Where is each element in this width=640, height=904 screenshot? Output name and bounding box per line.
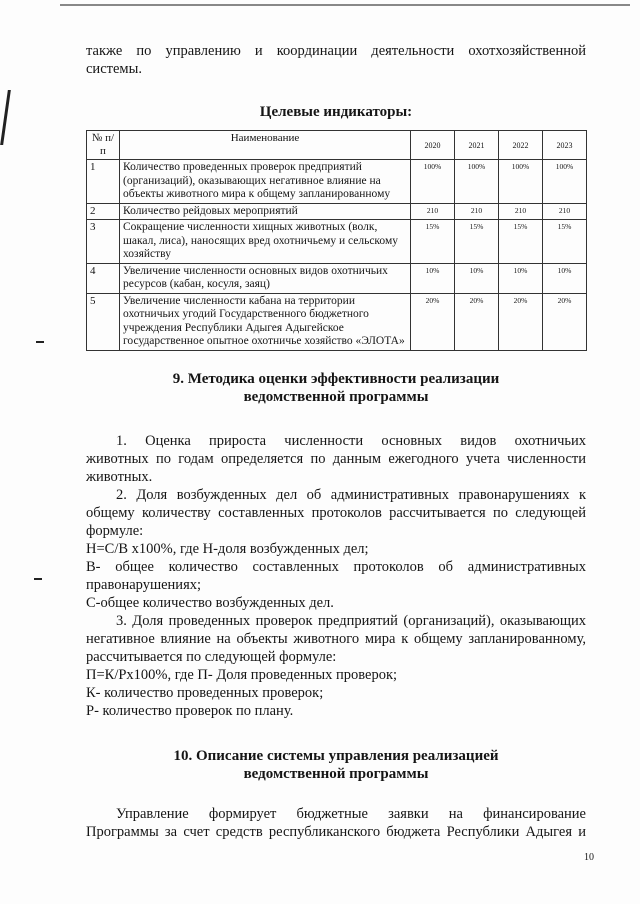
row-name: Увеличение численности кабана на территории охотничьих угодий Государственного бюджетного учреждения Республики Адыгея Адыгейское государственное опытное охотничье хозяйство «ЭЛОТА» (120, 293, 411, 350)
row-number: 5 (87, 293, 120, 350)
row-value: 10% (455, 263, 499, 293)
col-header-year: 2020 (411, 131, 455, 160)
section-9-title-line-2: ведомственной программы (243, 388, 429, 405)
table-row (87, 293, 587, 350)
definition-k: К- количество проведенных проверок; (86, 684, 324, 701)
section-10-title-line-2: ведомственной программы (243, 765, 429, 782)
definition-b: В- общее количество составленных протоколов об административных правонарушениях; (86, 558, 586, 593)
row-value: 100% (543, 160, 587, 204)
row-number: 2 (87, 203, 120, 220)
col-header-year: 2021 (455, 131, 499, 160)
row-value: 20% (499, 293, 543, 350)
row-value: 210 (499, 203, 543, 220)
table-row (87, 203, 587, 220)
row-value: 100% (455, 160, 499, 204)
formula-n: Н=С/В х100%, где Н-доля возбужденных дел; (86, 540, 369, 557)
row-value: 20% (455, 293, 499, 350)
section-9-item-1-text: животных по годам определяется по данным ежегодного учета численности животных. (86, 450, 586, 485)
table-row (87, 263, 587, 293)
scan-margin-mark (34, 578, 42, 580)
row-number: 3 (87, 220, 120, 264)
row-value: 210 (455, 203, 499, 220)
row-value: 15% (455, 220, 499, 264)
section-9-item-3-text: 3. Доля проведенных проверок предприятий (организаций), оказывающих негативное влияние на объекты животного мира к общему запланированному, рассчитывается по следующей формуле: (86, 612, 586, 665)
intro-line-2: системы. (86, 61, 142, 77)
col-header-name: Наименование (120, 131, 411, 160)
row-number: 1 (87, 160, 120, 204)
row-value: 100% (499, 160, 543, 204)
row-value: 15% (499, 220, 543, 264)
row-number: 4 (87, 263, 120, 293)
row-value: 10% (543, 263, 587, 293)
scan-margin-mark (36, 341, 44, 343)
row-value: 210 (543, 203, 587, 220)
col-header-number: № п/п (87, 131, 120, 160)
scan-edge-line (60, 4, 630, 6)
row-value: 10% (499, 263, 543, 293)
scan-margin-mark (0, 90, 11, 145)
intro-line-1: также по управлению и координации деятельности охотхозяйственной (86, 43, 586, 59)
row-value: 20% (411, 293, 455, 350)
row-value: 100% (411, 160, 455, 204)
col-header-year: 2023 (543, 131, 587, 160)
table-row (87, 160, 587, 204)
section-9-item-2-text: 2. Доля возбужденных дел об административных правонарушениях к общему количеству составленных протоколов рассчитывается по следующей формуле: (86, 486, 586, 539)
indicators-table (86, 130, 587, 351)
row-name: Количество проведенных проверок предприятий (организаций), оказывающих негативное влияние на объекты животного мира к общему запланированному (120, 160, 411, 204)
col-header-year: 2022 (499, 131, 543, 160)
definition-c: С-общее количество возбужденных дел. (86, 594, 334, 611)
section-10-second-line: Программы за счет средств республиканского бюджета Республики Адыгея и (86, 823, 586, 840)
row-name: Количество рейдовых мероприятий (120, 203, 411, 220)
row-value: 20% (543, 293, 587, 350)
row-value: 15% (543, 220, 587, 264)
indicators-title: Целевые индикаторы: (259, 104, 413, 120)
row-value: 210 (411, 203, 455, 220)
document-page (86, 42, 586, 841)
table-row (87, 220, 587, 264)
section-10-title-line-1: 10. Описание системы управления реализацией (173, 747, 499, 764)
row-value: 15% (411, 220, 455, 264)
section-10-first-line: Управление формирует бюджетные заявки на финансирование (116, 805, 586, 822)
page-number: 10 (584, 852, 594, 863)
definition-p: Р- количество проверок по плану. (86, 702, 294, 719)
row-value: 10% (411, 263, 455, 293)
section-9-item-1-first-line: 1. Оценка прироста численности основных видов охотничьих (116, 432, 586, 449)
row-name: Сокращение численности хищных животных (волк, шакал, лиса), наносящих вред охотничьему и сельскому хозяйству (120, 220, 411, 264)
section-9-title-line-1: 9. Методика оценки эффективности реализации (172, 370, 500, 387)
formula-p: П=К/Рх100%, где П- Доля проведенных проверок; (86, 666, 398, 683)
row-name: Увеличение численности основных видов охотничьих ресурсов (кабан, косуля, заяц) (120, 263, 411, 293)
table-header-row (87, 131, 587, 160)
